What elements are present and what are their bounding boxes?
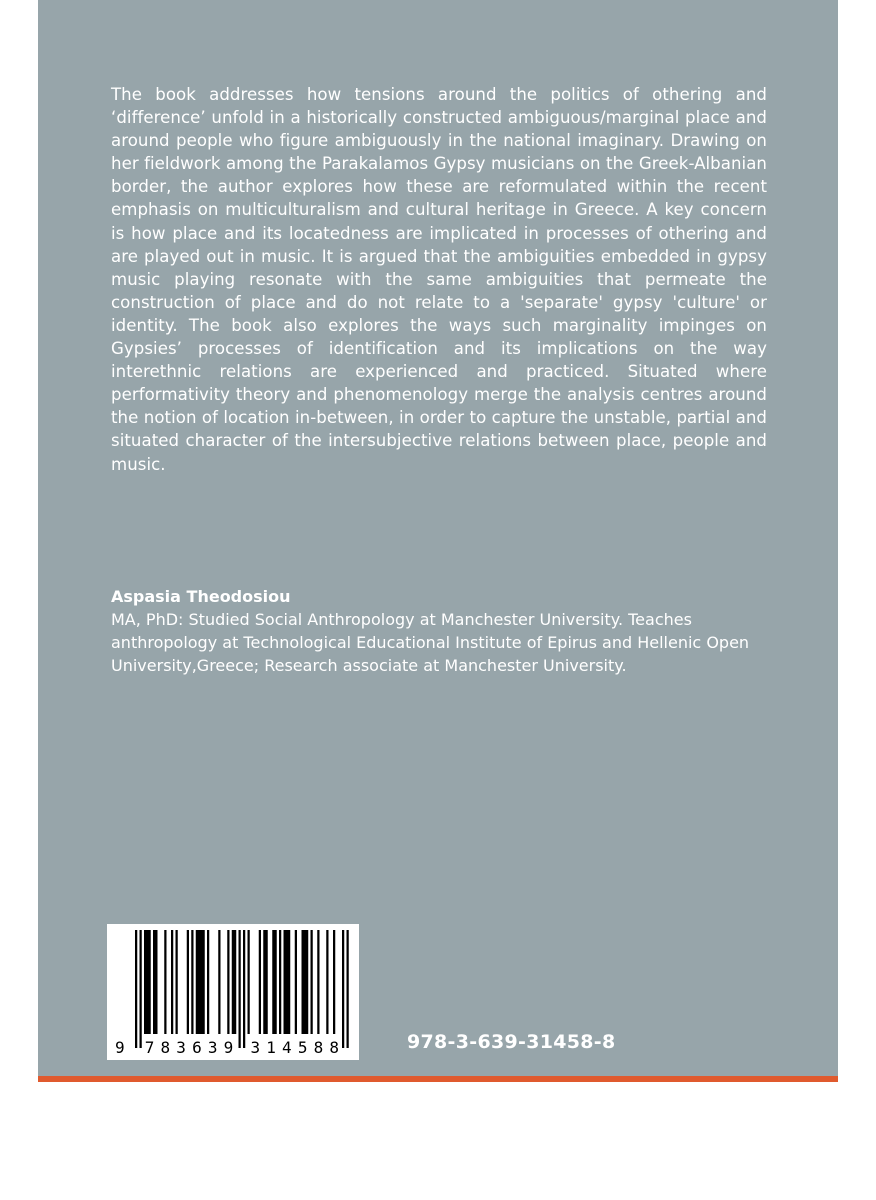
barcode-bar	[263, 930, 268, 1034]
barcode-digit-leading: 9	[115, 1038, 125, 1057]
isbn-number: 978-3-639-31458-8	[407, 1031, 616, 1053]
barcode-bar	[164, 930, 166, 1034]
barcode-bar	[218, 930, 220, 1034]
author-section	[111, 585, 771, 677]
barcode-bar	[196, 930, 205, 1034]
barcode-bar	[243, 930, 245, 1048]
author-name: Aspasia Theodosiou	[111, 587, 291, 606]
barcode-bar	[239, 930, 241, 1048]
barcode-bar	[135, 930, 137, 1048]
barcode-bar	[302, 930, 309, 1034]
barcode-bar	[311, 930, 313, 1034]
barcode-bar	[171, 930, 173, 1034]
barcode-graphic	[107, 924, 359, 1060]
barcode-bar	[232, 930, 237, 1034]
barcode-bar	[272, 930, 277, 1034]
barcode-bar	[333, 930, 335, 1034]
barcode	[107, 924, 359, 1060]
barcode-bar	[187, 930, 189, 1034]
barcode-bar	[259, 930, 261, 1034]
barcode-bar	[342, 930, 344, 1048]
accent-stripe	[38, 1076, 838, 1082]
barcode-bar	[284, 930, 291, 1034]
barcode-bar	[248, 930, 250, 1034]
author-bio: MA, PhD: Studied Social Anthropology at Manchester University. Teaches anthropology at Technological Educational Institute of Epirus and Hellenic Open University,Greece; Research associate at Manchester University.	[111, 610, 750, 675]
barcode-bar	[279, 930, 281, 1034]
barcode-bar	[144, 930, 151, 1034]
barcode-bar	[207, 930, 209, 1034]
barcode-bar	[347, 930, 349, 1048]
barcode-bar	[176, 930, 178, 1034]
barcode-bar	[317, 930, 319, 1034]
barcode-bar	[153, 930, 158, 1034]
barcode-bar	[191, 930, 193, 1034]
barcode-bar	[140, 930, 142, 1048]
barcode-bar	[295, 930, 297, 1034]
book-description: The book addresses how tensions around the politics of othering and ‘difference’ unfold in a historically constructed ambiguous/marginal place and around people who figure ambiguously in the national imaginary. Drawing on her fieldwork among the Parakalamos Gypsy musicians on the Greek-Albanian border, the author explores how these are reformulated within the recent emphasis on multiculturalism and cultural heritage in Greece. A key concern is how place and its locatedness are implicated in processes of othering and are played out in music. It is argued that the ambiguities embedded in gypsy music playing resonate with the same ambiguities that permeate the construction of place and do not relate to a 'separate' gypsy 'culture' or identity. The book also explores the ways such marginality impinges on Gypsies’ processes of identification and its implications on the way interethnic relations are experienced and practiced. Situated where performativity theory and phenomenology merge the analysis centres around the notion of location in-between, in order to capture the unstable, partial and situated character of the intersubjective relations between place, people and music.	[111, 85, 767, 474]
barcode-bar	[326, 930, 328, 1034]
barcode-bar	[227, 930, 229, 1034]
barcode-digits-left: 783639	[144, 1038, 234, 1057]
barcode-digits-right: 314588	[250, 1038, 339, 1057]
